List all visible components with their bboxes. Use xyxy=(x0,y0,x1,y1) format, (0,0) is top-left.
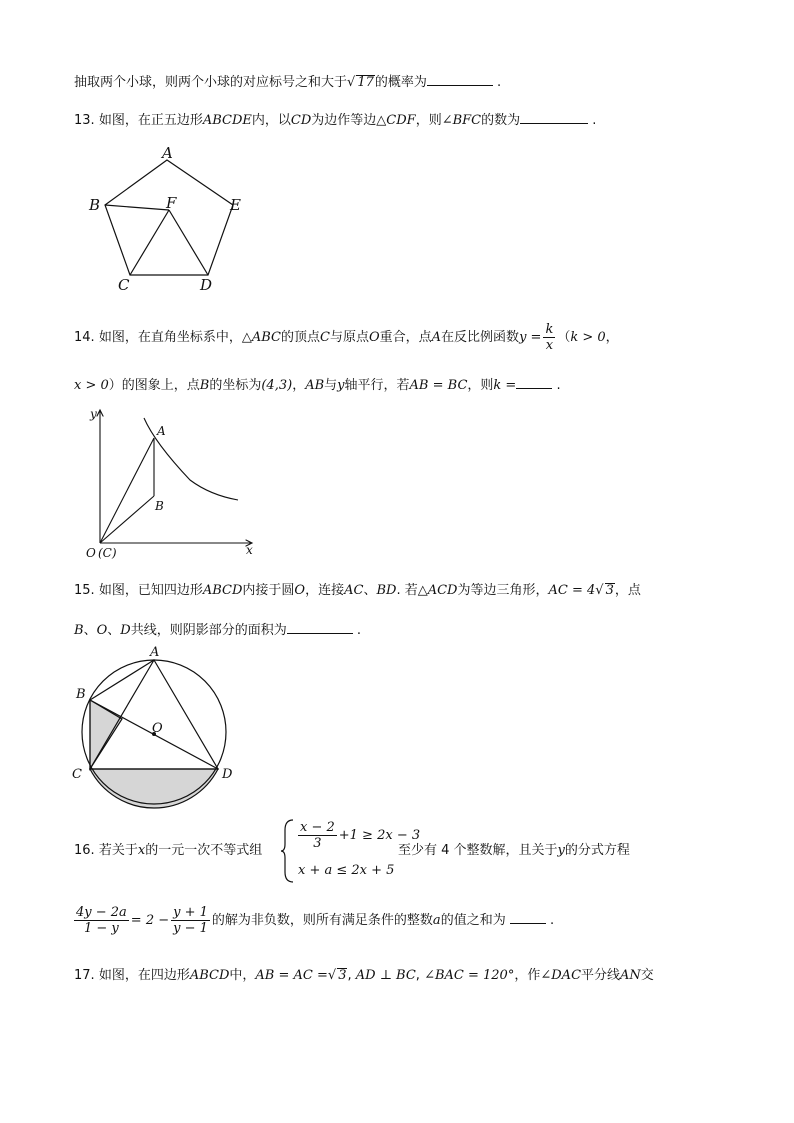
q16-answer-blank xyxy=(510,910,546,924)
label-D: D xyxy=(222,767,233,782)
label-O: O xyxy=(152,721,163,736)
q14-answer-blank xyxy=(516,375,552,389)
segment-OA xyxy=(100,438,154,543)
shaded-region-BC xyxy=(90,700,122,769)
inequality-brace xyxy=(280,818,296,884)
q13-answer-blank xyxy=(520,110,588,124)
q14-line-1: 14. 如图，在直角坐标系中，△ABC的顶点C与原点O重合，点A在反比例函数y = $\frac{k}{x}$ （k > 0， xyxy=(74,322,619,353)
segment-BF xyxy=(105,205,169,210)
q15-circle-figure xyxy=(66,642,246,812)
label-F: F xyxy=(166,194,177,212)
q12-text-2: 的概率为 xyxy=(374,75,427,90)
segment-BA xyxy=(90,660,154,700)
q17-number: 17. xyxy=(74,968,95,983)
q16-line-1-prefix: 16. 若关于x的一元一次不等式组 xyxy=(74,843,263,858)
q14-coordinate-figure xyxy=(80,400,265,565)
q13-number: 13. xyxy=(74,113,95,128)
q12-text: 抽取两个小球，则两个小球的对应标号之和大于 xyxy=(74,75,348,90)
q14-number: 14. xyxy=(74,330,95,345)
inequality-1: $\frac{x - 2}{3}$ +1 ≥ 2x − 3 xyxy=(300,820,421,851)
q13-pentagon-figure xyxy=(80,140,260,300)
label-C: C xyxy=(118,276,130,294)
pentagon-outline xyxy=(105,160,233,275)
label-A: A xyxy=(157,424,166,438)
q16-number: 16. xyxy=(74,843,95,858)
inequality-2: x + a ≤ 2x + 5 xyxy=(298,863,395,878)
q16-line-1-suffix: 至少有 4 个整数解，且关于y的分式方程 xyxy=(398,843,630,858)
label-C: (C) xyxy=(98,546,117,560)
label-A: A xyxy=(150,645,160,660)
label-D: D xyxy=(200,276,213,294)
q13-line: 13. 如图，在正五边形ABCDE内，以CD为边作等边△CDF，则∠BFC的数为 . xyxy=(74,110,596,130)
q12-answer-blank xyxy=(427,72,493,86)
label-x: x xyxy=(246,543,253,557)
label-E: E xyxy=(230,196,241,214)
label-B: B xyxy=(76,687,86,702)
q12-sqrt: 17 xyxy=(357,75,374,90)
label-C: C xyxy=(72,767,82,782)
label-B: B xyxy=(155,499,164,513)
label-A: A xyxy=(162,144,173,162)
segment-FD xyxy=(169,210,208,275)
q17-line: 17. 如图，在四边形ABCD中，AB = AC =√ 3, AD ⊥ BC, ∠BAC = 120°，作∠DAC平分线AN交 xyxy=(74,968,654,983)
q15-number: 15. xyxy=(74,583,95,598)
label-B: B xyxy=(89,196,101,214)
q15-line-2: B、O、D共线，则阴影部分的面积为 . xyxy=(74,620,361,640)
segment-FC xyxy=(130,210,169,275)
q14-fraction: $\frac{k}{x}$ xyxy=(545,322,554,353)
q15-line-1: 15. 如图，已知四边形ABCD内接于圆O，连接AC、BD. 若△ACD为等边三角形，AC = 4√ 3，点 xyxy=(74,583,641,598)
q15-answer-blank xyxy=(287,620,353,634)
segment-OB xyxy=(100,496,154,543)
q14-line-2: x > 0）的图象上，点B的坐标为(4,3)，AB与y轴平行，若AB = BC，则k = . xyxy=(74,375,561,395)
q16-line-2: $\frac{4y - 2a}{1 - y}$ = 2 − $\frac{y + 1}{y - 1}$ 的解为非负数，则所有满足条件的整数a的值之和为 . xyxy=(76,905,555,936)
label-y: y xyxy=(90,407,97,421)
label-O: O xyxy=(86,546,96,560)
q12-tail-line: 抽取两个小球，则两个小球的对应标号之和大于√ 17的概率为 . xyxy=(74,72,501,92)
